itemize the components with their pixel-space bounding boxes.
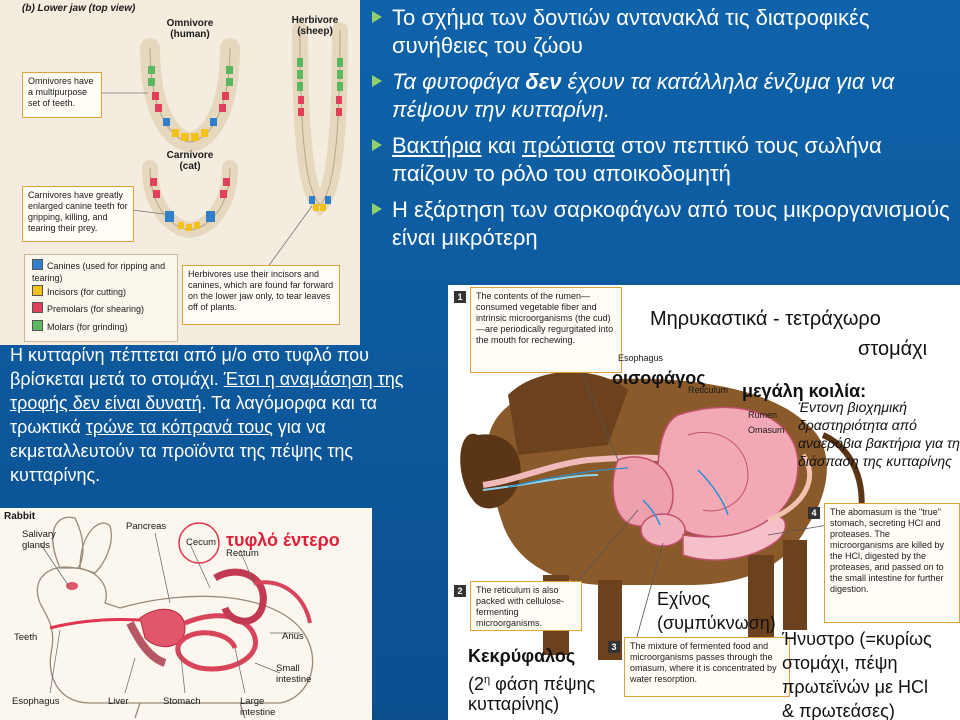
rumen-description-greek: Έντονη βιοχημική δραστηριότητα από αναερόβια βακτήρια για τη διάσπαση της κυτταρίνης (798, 399, 960, 469)
esophagus-greek: οισοφάγος (612, 368, 706, 388)
step-number-1: 1 (454, 291, 466, 303)
rumen-caption: The contents of the rumen—consumed vegetable fiber and intrinsic microorganisms (the cud)—are periodically regurgitated into the mouth for rechewing. (470, 287, 622, 373)
jaw-diagram (0, 0, 360, 345)
bullet-item-1 (372, 4, 960, 60)
legend-swatch-incisors (32, 285, 43, 296)
legend-incisors: Incisors (for cutting) (32, 285, 126, 297)
rabbit-label-teeth: Teeth (14, 632, 38, 643)
cellulose-text-segment: . Τα λαγόμορφα και τα τρωκτικά (10, 393, 377, 437)
herbivore-title: Herbivore (sheep) (291, 15, 339, 37)
bullet-arrow-icon (372, 139, 382, 151)
cecum-greek-label: τυφλό έντερο (226, 530, 340, 550)
bullet-text-segment: δεν (525, 69, 562, 94)
legend-swatch-canines (32, 259, 43, 270)
label-reticulum: Reticulum (688, 385, 729, 395)
cellulose-text-segment: τρώνε τα κόπρανά τους (85, 417, 273, 437)
rumen-greek: μεγάλη κοιλία: (742, 381, 867, 401)
cellulose-text-segment: Έτσι η αναμάσηση της τροφής δεν είναι δυνατή (10, 369, 404, 413)
bullet-arrow-icon (372, 203, 382, 215)
rabbit-label-cecum: Cecum (186, 537, 217, 548)
rabbit-label-salivary: Salivary glands (22, 529, 56, 551)
bullet-text-segment: και (481, 133, 523, 158)
legend-canines: Canines (used for ripping and tearing) (32, 261, 166, 283)
abomasum-greek-line3: πρωτεϊνών με HCl (782, 677, 929, 697)
bullet-list (372, 4, 960, 260)
rabbit-label-anus: Anus (282, 631, 304, 642)
bullet-text-segment: στον πεπτικό τους σωλήνα παίζουν το ρόλο του αποικοδομητή (392, 133, 882, 186)
legend-swatch-molars (32, 320, 43, 331)
abomasum-greek-line4: & πρωτεάσες) (782, 701, 895, 720)
reticulum-greek-line1: Κεκρύφαλος (468, 646, 576, 666)
carnivore-note: Carnivores have greatly enlarged canine teeth for gripping, killing, and tearing their prey. (22, 186, 134, 242)
step-number-3: 3 (608, 641, 620, 653)
cellulose-text-segment: για να εκμεταλλευτούν τα προϊόντα της πέψης της κυτταρίνης. (10, 417, 354, 485)
omnivore-note: Omnivores have a multipurpose set of teeth. (22, 72, 102, 118)
herbivore-note: Herbivores use their incisors and canines, which are found far forward on the lower jaw only, to tear leaves off of plants. (182, 265, 340, 325)
reticulum-greek-line2: ($2^\eta$ φάση πέψης (468, 674, 596, 694)
cellulose-paragraph (10, 343, 438, 487)
bullet-arrow-icon (372, 75, 382, 87)
rabbit-label-esophagus: Esophagus (12, 696, 60, 707)
bullet-text-segment: Τα φυτοφάγα (392, 69, 526, 94)
rabbit-label-stomach: Stomach (163, 696, 201, 707)
rabbit-title: Rabbit (4, 511, 36, 522)
rabbit-label-large-intestine: Large intestine (240, 696, 276, 718)
rabbit-label-rectum: Rectum (226, 548, 259, 559)
bison-title-line2: στομάχι (858, 338, 928, 360)
rabbit-label-small-intestine: Small intestine (276, 663, 312, 685)
carnivore-title: Carnivore (cat) (166, 150, 214, 172)
bullet-text-segment: έχουν τα κατάλληλα ένζυμα για να πέψουν την κυτταρίνη. (392, 69, 895, 122)
label-esophagus: Esophagus (618, 353, 664, 363)
jaw-header: (b) Lower jaw (top view) (22, 3, 136, 14)
bison-title-line1: Μηρυκαστικά - τετράχωρο (650, 308, 881, 330)
step-number-2: 2 (454, 585, 466, 597)
bullet-text-segment: Βακτήρια (392, 133, 482, 158)
omasum-caption: The mixture of fermented food and microorganisms passes through the omasum, where it is concentrated by water resorption. (624, 637, 790, 697)
carnivore-jaw (150, 168, 230, 231)
bullet-arrow-icon (372, 11, 382, 23)
label-omasum: Omasum (748, 425, 785, 435)
step-number-4: 4 (808, 507, 820, 519)
reticulum-greek-line3: κυτταρίνης) (468, 694, 560, 714)
reticulum-caption: The reticulum is also packed with cellulose-fermenting microorganisms. (470, 581, 582, 631)
rabbit-label-liver: Liver (108, 696, 129, 707)
bullet-item-4 (372, 196, 960, 252)
abomasum-greek-line2: στομάχι, πέψη (782, 653, 898, 673)
rabbit-label-pancreas: Pancreas (126, 521, 167, 532)
bullet-text-segment: Το σχήμα των δοντιών αντανακλά τις διατροφικές συνήθειες του ζώου (392, 5, 870, 58)
legend-swatch-premolars (32, 302, 43, 313)
abomasum-greek-line1: Ήνυστρο (=κυρίως (782, 629, 932, 649)
omnivore-title: Omnivore (human) (166, 18, 214, 40)
herbivore-jaw (297, 30, 343, 211)
omnivore-jaw (148, 48, 233, 142)
bullet-text-segment: πρώτιστα (522, 133, 615, 158)
legend-molars: Molars (for grinding) (32, 320, 128, 332)
omasum-greek-line2: (συμπύκνωση) (657, 613, 776, 633)
label-rumen: Rumen (748, 410, 778, 420)
legend-premolars: Premolars (for shearing) (32, 302, 144, 314)
bullet-item-2 (372, 68, 960, 124)
cellulose-text-segment: Η κυτταρίνη πέπτεται από μ/ο στο τυφλό που βρίσκεται μετά το στομάχι. (10, 345, 369, 389)
omasum-greek-line1: Εχίνος (657, 589, 711, 609)
abomasum-caption: The abomasum is the "true" stomach, secreting HCl and proteases. The microorganisms are killed by the HCl, digested by the proteases, and passed on to the small intestine for further digestion. (824, 503, 960, 623)
bullet-item-3 (372, 132, 960, 188)
bullet-text-segment: Η εξάρτηση των σαρκοφάγων από τους μικροργανισμούς είναι μικρότερη (392, 197, 950, 250)
